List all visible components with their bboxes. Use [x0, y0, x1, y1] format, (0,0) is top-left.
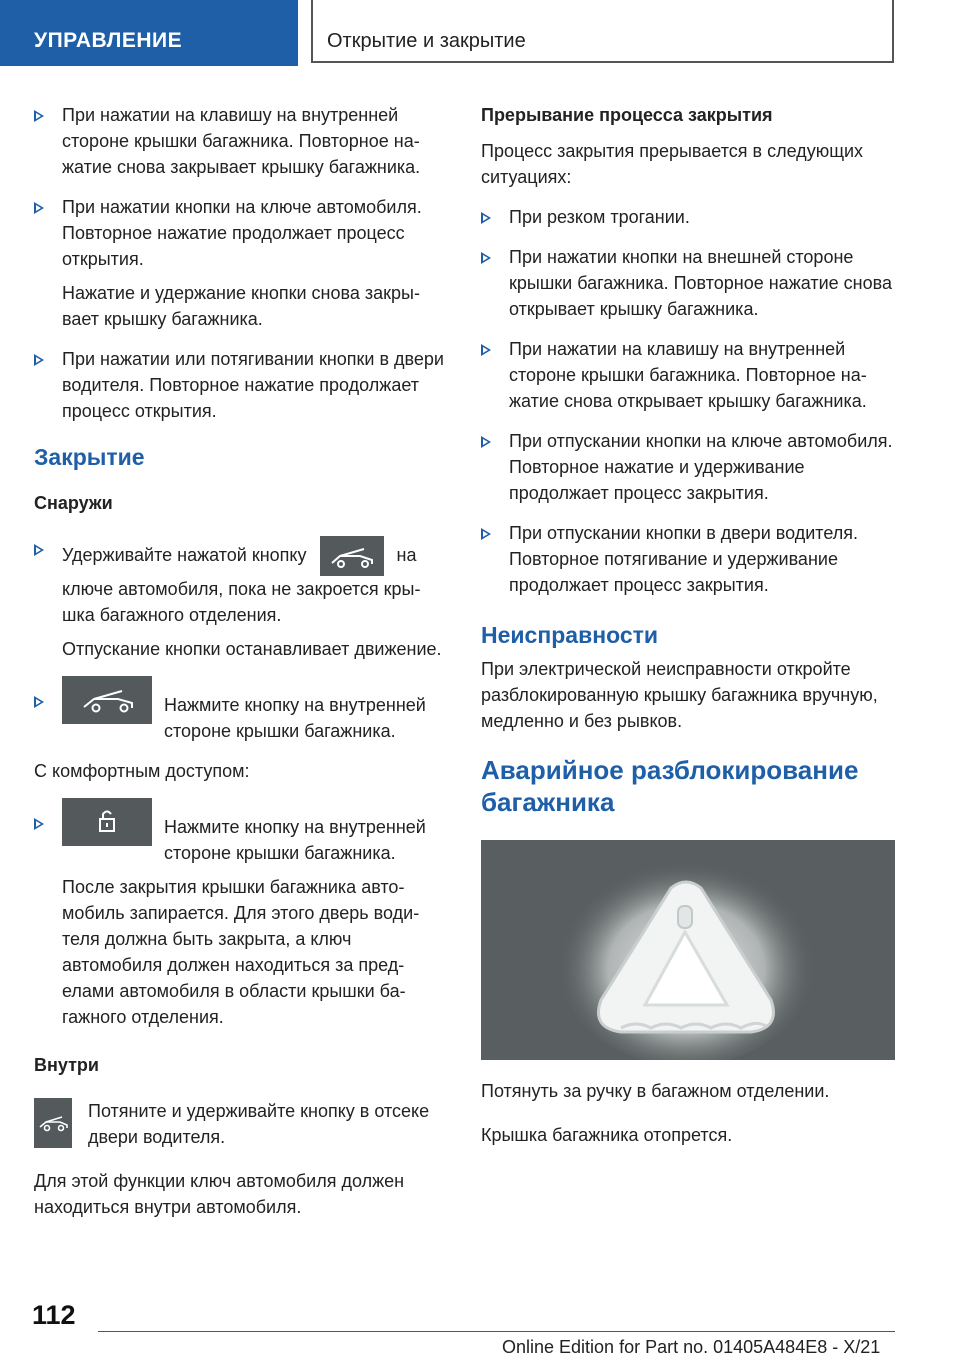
chapter-header — [311, 0, 894, 63]
bullet-triangle-icon — [34, 354, 44, 366]
bullet-triangle-icon — [34, 110, 44, 122]
left-column — [34, 102, 446, 1234]
section-title: УПРАВЛЕНИЕ — [34, 29, 183, 52]
inside-row — [34, 1098, 446, 1150]
trunk-handle-icon — [481, 840, 895, 1060]
bullet-triangle-icon — [481, 344, 491, 356]
bullet-triangle-icon — [34, 696, 44, 708]
page-number: 112 — [32, 1300, 76, 1330]
list-item — [481, 520, 895, 598]
list-item-text: При отпускании кнопки на ключе автомобиля. Повторное нажатие и удерживание продолжает процесс закрытия. — [509, 431, 893, 503]
bullet-triangle-icon — [481, 252, 491, 264]
interrupt-heading: Прерывание процесса закрытия — [481, 105, 773, 125]
list-item — [481, 336, 895, 414]
list-item-text: Нажмите кнопку на внутренней стороне крышки багажника. — [164, 695, 426, 741]
trunk-close-icon — [34, 1098, 72, 1148]
caption-pull: Потянуть за ручку в багажном отделении. — [481, 1081, 830, 1101]
inside-note: Для этой функции ключ автомобиля должен находиться внутри автомобиля. — [34, 1171, 405, 1217]
list-item — [34, 194, 446, 332]
list-item — [34, 536, 446, 662]
list-item-text: Нажмите кнопку на внутренней стороне крышки багажника. — [164, 817, 426, 863]
edition-text: Online Edition for Part no. 01405A484E8 - X/21 — [502, 1337, 881, 1357]
list-item-text: При резком трогании. — [509, 207, 690, 227]
list-item-text: При отпускании кнопки в двери водителя. Повторное потягивание и удерживание продолжает процесс закрытия. — [509, 523, 858, 595]
footer-divider — [98, 1331, 895, 1332]
list-item-note: Отпускание кнопки останавливает движение. — [62, 639, 442, 659]
list-item — [481, 204, 895, 230]
malfunction-text: При электрической неисправности откройте разблокированную крышку багажника вручную, медленно и без рывков. — [481, 659, 878, 731]
list-item-text: При нажатии или потягивании кнопки в двери водителя. Повторное нажатие продолжает процесс открытия. — [62, 349, 444, 421]
section-tab — [0, 0, 298, 66]
bullet-triangle-icon — [481, 212, 491, 224]
right-column — [481, 102, 895, 1162]
inside-heading: Внутри — [34, 1055, 99, 1075]
chapter-title: Открытие и закрытие — [327, 30, 526, 52]
comfort-label: С комфортным доступом: — [34, 761, 250, 781]
bullet-triangle-icon — [34, 544, 44, 556]
list-item — [34, 798, 446, 1030]
bullet-triangle-icon — [34, 202, 44, 214]
bullet-triangle-icon — [34, 818, 44, 830]
list-item-text: При нажатии кнопки на ключе автомобиля. Повторное нажатие продолжает процесс открытия. — [62, 197, 422, 269]
list-item — [481, 244, 895, 322]
interrupt-intro: Процесс закрытия прерывается в следующих ситуациях: — [481, 141, 864, 187]
list-item — [34, 102, 446, 180]
bullet-triangle-icon — [481, 528, 491, 540]
lock-icon — [62, 798, 152, 846]
list-item-text: При нажатии на клавишу на внутренней стороне крышки багажника. Повторное нажатие снова закрывает крышку багажника. — [62, 105, 421, 177]
emergency-heading: Аварийное разблокирование багажника — [481, 755, 859, 817]
list-item-note: После закрытия крышки багажника автомобиль запирается. Для этого дверь водителя должна быть закрыта, а ключ автомобиля должен находиться за пределами автомобиля в области крышки багажного отделения. — [62, 877, 420, 1027]
list-item — [34, 676, 446, 744]
list-item-text: При нажатии на клавишу на внутренней стороне крышки багажника. Повторное нажатие снова открывает крышку багажника. — [509, 339, 867, 411]
list-item-note: Нажатие и удержание кнопки снова закрывает крышку багажника. — [62, 283, 420, 329]
list-item — [481, 428, 895, 506]
list-item-text: Удерживайте нажатой кнопку на ключе автомобиля, пока не закроется крышка багажного отделения. — [62, 536, 446, 628]
list-item — [34, 346, 446, 424]
trunk-close-icon — [62, 676, 152, 724]
list-item-text: При нажатии кнопки на внешней стороне крышки багажника. Повторное нажатие снова открывает крышку багажника. — [509, 247, 892, 319]
trunk-close-icon — [320, 536, 384, 576]
outside-heading: Снаружи — [34, 493, 113, 513]
closing-heading: Закрытие — [34, 444, 145, 470]
bullet-triangle-icon — [481, 436, 491, 448]
inside-text: Потяните и удерживайте кнопку в отсеке двери водителя. — [88, 1101, 430, 1147]
caption-unlock: Крышка багажника отопрется. — [481, 1125, 733, 1145]
trunk-handle-illustration — [481, 840, 895, 1060]
malfunction-heading: Неисправности — [481, 622, 659, 648]
